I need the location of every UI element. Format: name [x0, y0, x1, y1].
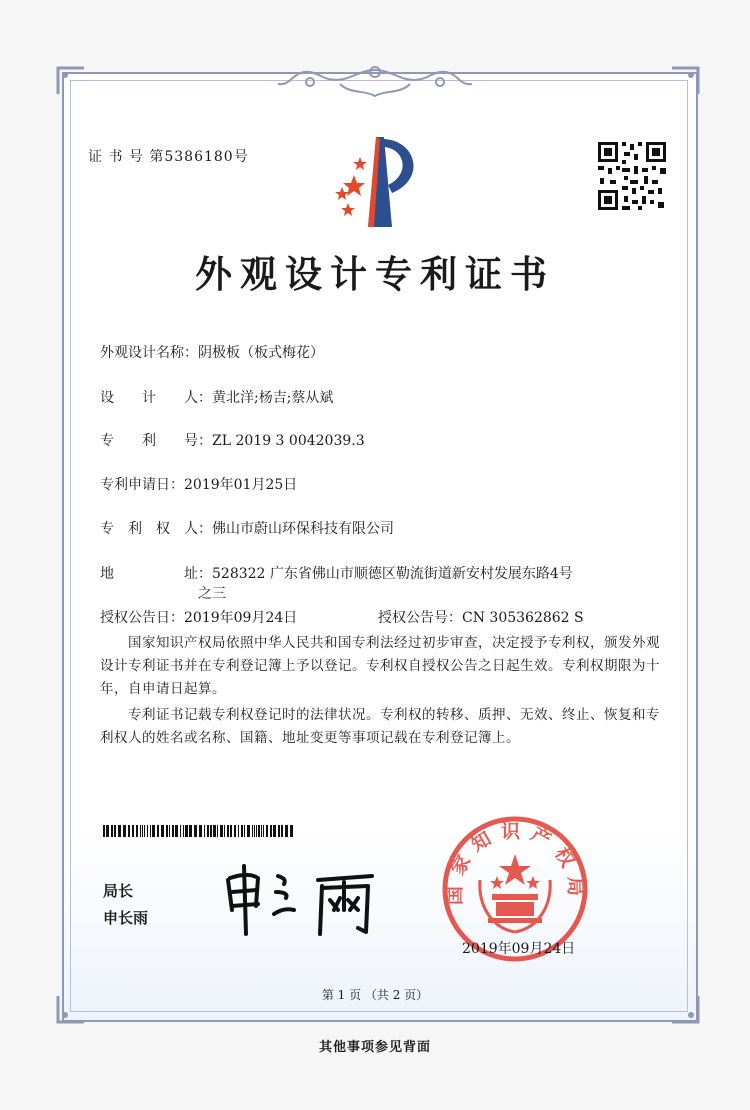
field-value: CN 305362862 S	[462, 610, 584, 626]
field-value: 528322 广东省佛山市顺德区勒流街道新安村发展东路4号	[212, 566, 573, 582]
field-value: 2019年09月24日	[184, 610, 298, 626]
certificate-number: 证 书 号 第5386180号	[88, 149, 249, 165]
field-label: 外观设计名称：	[100, 345, 198, 361]
top-ornament-icon	[270, 62, 480, 102]
field-filing-date	[100, 474, 297, 494]
seal-date: 2019年09月24日	[462, 941, 576, 957]
field-value: 黄北洋;杨吉;蔡从斌	[212, 390, 334, 406]
field-address-continued: 之三	[198, 586, 226, 602]
field-label: 地 址：	[100, 566, 212, 582]
signatory-title: 局长	[103, 882, 134, 900]
body-paragraph: 国家知识产权局依照中华人民共和国专利法经过初步审查，决定授予专利权，颁发外观设计专利证书并在专利登记簿上予以登记。专利权自授权公告之日起生效。专利权期限为十年，自申请日起算。	[100, 635, 660, 697]
barcode-icon	[103, 825, 293, 837]
field-designer	[100, 387, 333, 407]
corner-ornament-icon	[670, 66, 700, 96]
seal-text: 国家知识产权局	[443, 820, 587, 906]
field-label: 授权公告日：	[100, 610, 184, 626]
field-value: 2019年01月25日	[184, 477, 298, 493]
signatory-name: 申长雨	[103, 909, 149, 927]
field-design-name	[100, 342, 324, 362]
field-value: 佛山市蔚山环保科技有限公司	[212, 521, 394, 537]
back-page-note: 其他事项参见背面	[318, 1040, 431, 1055]
field-value: 阴极板（板式梅花）	[198, 345, 324, 361]
field-label: 设 计 人：	[100, 390, 212, 406]
field-patent-number	[100, 430, 365, 450]
field-label: 授权公告号：	[378, 610, 462, 626]
field-label: 专 利 权 人：	[100, 521, 212, 537]
body-paragraph: 专利证书记载专利权登记时的法律状况。专利权的转移、质押、无效、终止、恢复和专利权人的姓名或名称、国籍、地址变更等事项记载在专利登记簿上。	[100, 707, 660, 746]
field-grant-date	[100, 607, 297, 627]
field-address	[100, 563, 573, 583]
field-patentee	[100, 518, 394, 538]
field-label: 专 利 号：	[100, 433, 212, 449]
certificate-title: 外观设计专利证书	[195, 252, 555, 296]
qr-code-icon	[596, 140, 668, 212]
field-grant-number	[378, 607, 584, 627]
corner-ornament-icon	[56, 66, 86, 96]
cnipa-logo-icon	[322, 135, 422, 230]
page-indicator: 第 1 页 （共 2 页）	[321, 988, 429, 1002]
field-value: ZL 2019 3 0042039.3	[212, 433, 365, 449]
handwritten-signature-icon	[222, 858, 382, 938]
field-label: 专利申请日：	[100, 477, 184, 493]
